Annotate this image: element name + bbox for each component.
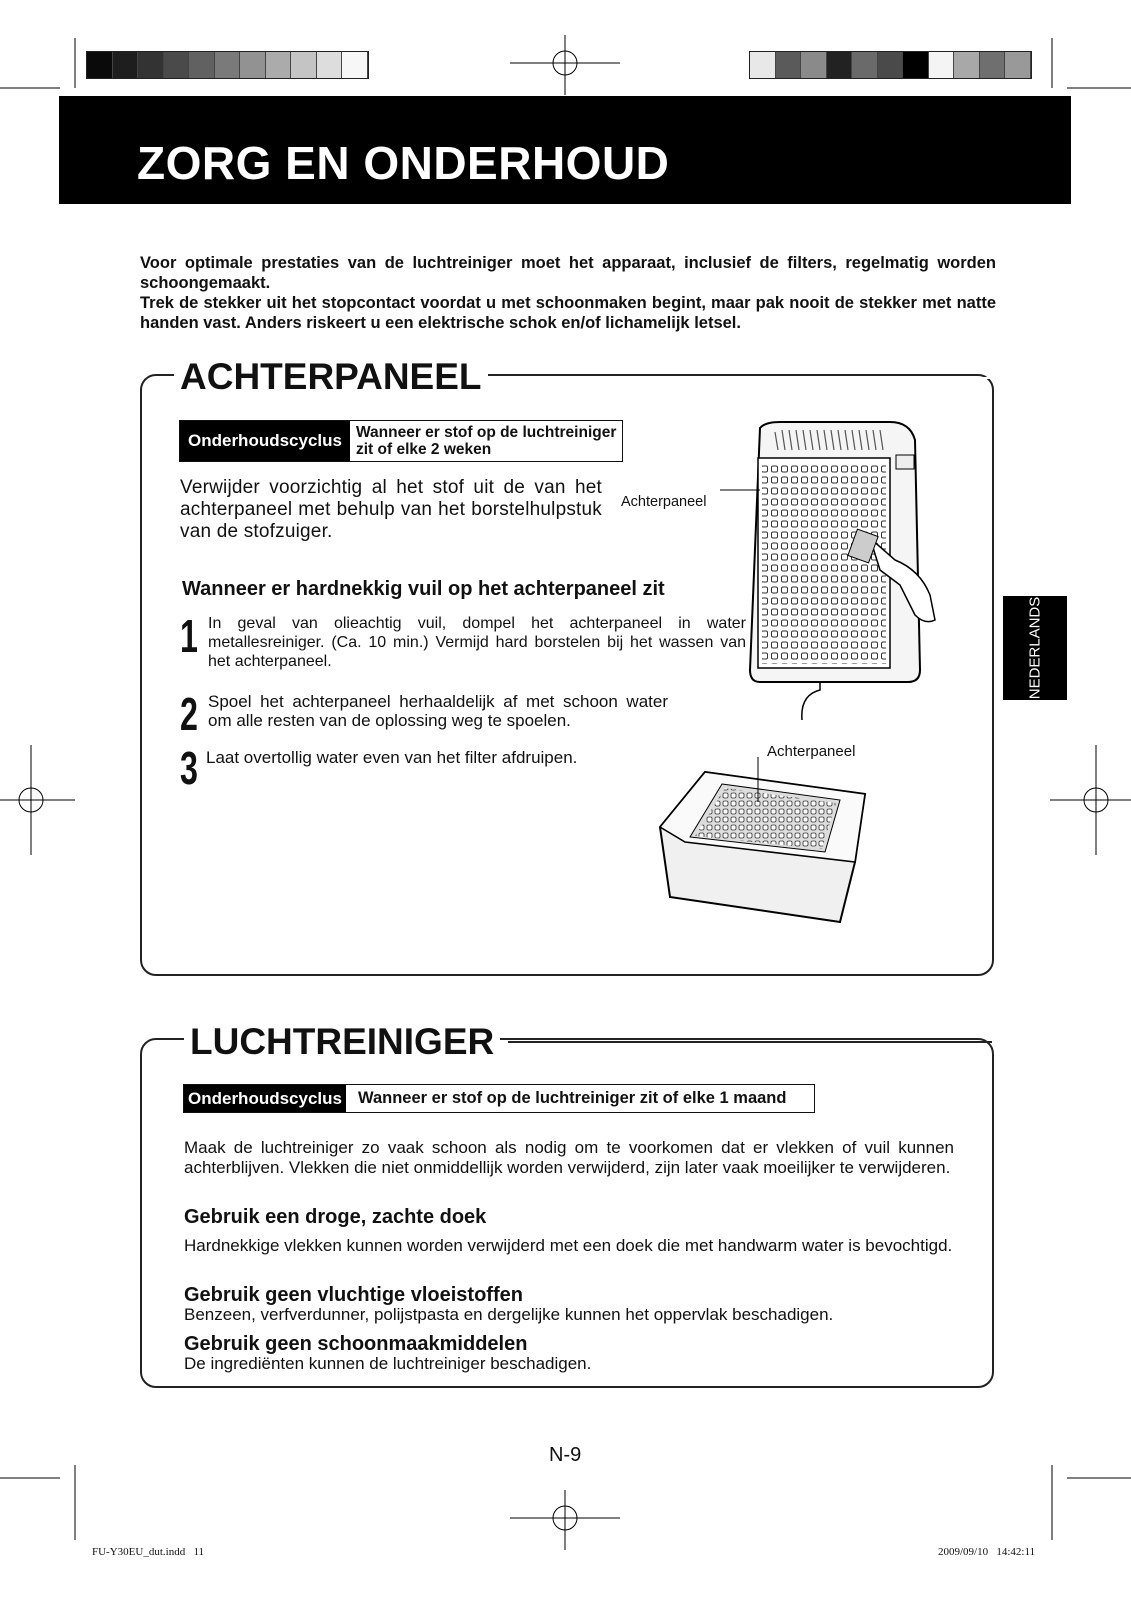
header-bar: [59, 96, 1071, 204]
luchtreiniger-cycle: [183, 1084, 815, 1113]
page-title: ZORG EN ONDERHOUD: [137, 137, 670, 189]
footer-file: FU-Y30EU_dut.indd 11: [92, 1546, 205, 1558]
page-number: N-9: [549, 1444, 582, 1466]
step-2-number: 2: [180, 688, 198, 740]
section-3-heading: Gebruik geen schoonmaakmiddelen: [184, 1333, 528, 1355]
callout-label-2: Achterpaneel: [767, 743, 856, 760]
luchtreiniger-cycle-value: Wanneer er stof op de luchtreiniger zit of elke 1 maand: [357, 1089, 787, 1107]
air-purifier-illustration: [720, 420, 970, 720]
achterpaneel-subheading: Wanneer er hardnekkig vuil op het achterpaneel zit: [182, 578, 665, 600]
section-1-text: Hardnekkige vlekken kunnen worden verwijderd met een doek die met handwarm water is bevochtigd.: [184, 1236, 953, 1255]
luchtreiniger-intro: Maak de luchtreiniger zo vaak schoon als nodig om te voorkomen dat er vlekken of vuil kunnen achterblijven. Vlekken die niet onmiddellijk worden verwijderd, zijn later vaak moeilijker te verwijderen.: [184, 1138, 954, 1177]
step-2-text: Spoel het achterpaneel herhaaldelijk af met schoon water om alle resten van de oplossing weg te spoelen.: [208, 692, 668, 730]
color-bar-right: [749, 51, 1032, 79]
intro-text: [140, 253, 996, 333]
achterpaneel-text: Verwijder voorzichtig al het stof uit de van het achterpaneel met behulp van het borstelhulpstuk van de stofzuiger.: [180, 477, 602, 542]
luchtreiniger-cycle-label: Onderhoudscyclus: [184, 1085, 346, 1112]
cycle-value: [350, 421, 622, 461]
step-3-text: Laat overtollig water even van het filter afdruipen.: [206, 748, 578, 767]
tray-illustration: [650, 752, 880, 932]
language-tab-label: NEDERLANDS: [1026, 596, 1044, 700]
intro-paragraph-1: Voor optimale prestaties van de luchtreiniger moet het apparaat, inclusief de filters, regelmatig worden schoongemaakt.: [140, 254, 996, 292]
footer-date: 2009/09/10 14:42:11: [938, 1546, 1036, 1558]
luchtreiniger-title: LUCHTREINIGER: [184, 1022, 500, 1062]
achterpaneel-title: ACHTERPANEEL: [174, 357, 488, 397]
cycle-label: Onderhoudscyclus: [180, 421, 350, 461]
color-bar-left: [86, 51, 369, 79]
step-1-text: In geval van olieachtig vuil, dompel het achterpaneel in water metallesreiniger. (Ca. 10 min.) Vermijd hard borstelen bij het wassen van het achterpaneel.: [208, 615, 746, 670]
section-3-text: De ingrediënten kunnen de luchtreiniger beschadigen.: [184, 1354, 592, 1373]
cycle-value-line-1: Wanneer er stof op de luchtreiniger: [355, 424, 617, 441]
achterpaneel-cycle: [179, 420, 623, 462]
section-2-text: Benzeen, verfverdunner, polijstpasta en dergelijke kunnen het oppervlak beschadigen.: [184, 1305, 834, 1324]
cycle-value-line-2: zit of elke 2 weken: [355, 441, 492, 458]
step-3-number: 3: [180, 742, 198, 794]
language-tab: [1003, 596, 1067, 700]
intro-paragraph-2: Trek de stekker uit het stopcontact voordat u met schoonmaken begint, maar pak nooit de stekker met natte handen vast. Anders riskeert u een elektrische schok en/of lichamelijk letsel.: [140, 294, 996, 332]
section-2-heading: Gebruik geen vluchtige vloeistoffen: [184, 1284, 523, 1306]
callout-label-1: Achterpaneel: [621, 494, 707, 510]
section-1-heading: Gebruik een droge, zachte doek: [184, 1206, 487, 1228]
step-1-number: 1: [180, 610, 198, 662]
